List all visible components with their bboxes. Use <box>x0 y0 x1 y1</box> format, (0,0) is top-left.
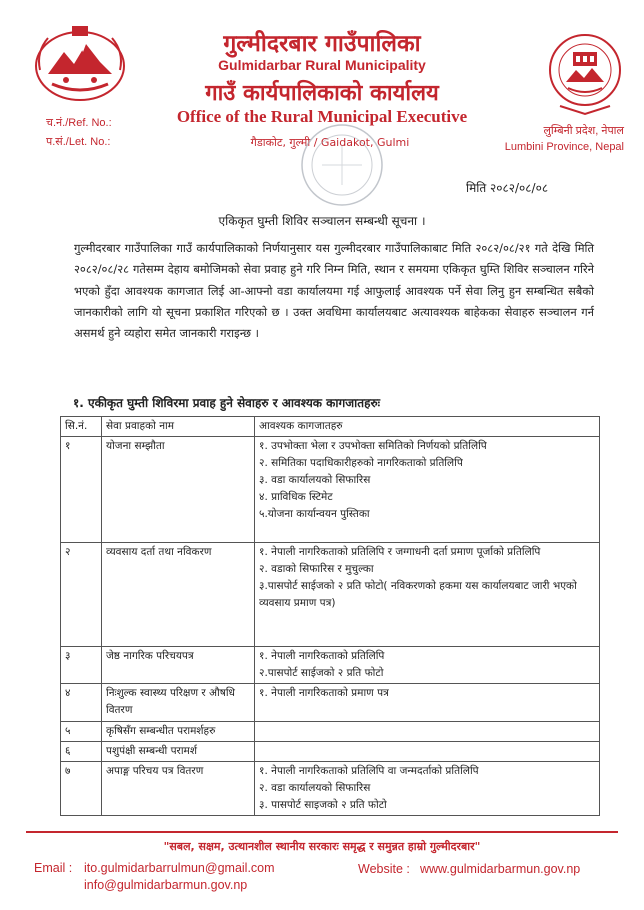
table-header-row <box>61 417 600 437</box>
doc-item: १. नेपाली नागरिकताको प्रमाण पत्र <box>259 687 389 699</box>
row-sn: ६ <box>61 742 102 762</box>
row-sn: १ <box>61 437 102 543</box>
row-docs <box>255 684 600 722</box>
notice-date: मिति २०८२/०८/०८ <box>466 181 549 195</box>
doc-item: २.पासपोर्ट साईजको २ प्रति फोटो <box>259 667 384 679</box>
row-docs <box>255 762 600 816</box>
section-heading: १. एकीकृत घुम्ती शिविरमा प्रवाह हुने सेवाहरु र आवश्यक कागजातहरुः <box>73 396 381 410</box>
letter-no-label: प.सं./Let. No.: <box>46 136 111 148</box>
doc-item: ३. वडा कार्यालयको सिफारिस <box>259 474 371 486</box>
doc-item: ४. प्राविधिक स्टिमेट <box>259 491 333 503</box>
doc-item: १. नेपाली नागरिकताको प्रतिलिपि वा जन्मदर्ताको प्रतिलिपि <box>259 765 479 777</box>
doc-item: ३. पासपोर्ट साइजको २ प्रति फोटो <box>259 799 387 811</box>
ref-no-label: च.नं./Ref. No.: <box>46 117 112 129</box>
table-row <box>61 722 600 742</box>
row-service: व्यवसाय दर्ता तथा नविकरण <box>102 543 255 647</box>
row-service: जेष्ठ नागरिक परिचयपत्र <box>102 647 255 684</box>
row-service: निःशुल्क स्वास्थ्य परिक्षण र औषधि वितरण <box>102 684 255 722</box>
row-docs <box>255 722 600 742</box>
website-label: Website : <box>358 862 410 876</box>
notice-body: गुल्मीदरबार गाउँपालिका गाउँ कार्यपालिकाको निर्णयानुसार यस गुल्मीदरबार गाउँपालिकाबाट मिति २०८२/०८/२१ गते देखि मिति २०८२/०८/२८ गतेसम्म देहाय बमोजिमको सेवा प्रवाह हुने गरि निम्न मिति, स्थान र समयमा एकिकृत घुम्ति शिविर सञ्चालन गरिने भएको हुँदा आवश्यक कागजात लिई आ-आफ्नो वडा कार्यालयमा गई आफुलाई आवश्यक पर्ने सेवा लिनु हुन सम्बन्धित सबैको जानकारीको लागि यो सूचना प्रकाशित गरिएको छ । उक्त अवधिमा कार्यालयबाट अत्यावश्यक बाहेकका सेवाहरु सञ्चालन गर्न असमर्थ हुने व्यहोरा समेत जानकारी गराइन्छ । <box>74 241 594 341</box>
row-docs <box>255 742 600 762</box>
email-link-1[interactable]: ito.gulmidarbarrulmun@gmail.com <box>84 861 275 875</box>
email-label: Email : <box>34 861 73 875</box>
row-sn: २ <box>61 543 102 647</box>
table-row <box>61 742 600 762</box>
website-link[interactable]: www.gulmidarbarmun.gov.np <box>420 862 581 876</box>
footer-slogan: "सबल, सक्षम, उत्थानशील स्थानीय सरकारः समृद्ध र समुन्नत हाम्रो गुल्मीदरबार" <box>163 840 481 853</box>
row-service: पशुपंक्षी सम्बन्धी परामर्श <box>102 742 255 762</box>
row-service: कृषिसँग सम्बन्धीत परामर्शहरु <box>102 722 255 742</box>
province-nepali: लुम्बिनी प्रदेश, नेपाल <box>543 125 624 137</box>
office-name-nepali: गाउँ कार्यपालिकाको कार्यालय <box>205 81 439 106</box>
header-service: सेवा प्रवाहको नाम <box>102 417 255 437</box>
table-row <box>61 762 600 816</box>
table-row <box>61 684 600 722</box>
municipality-name-english: Gulmidarbar Rural Municipality <box>218 57 426 73</box>
doc-item: १. नेपाली नागरिकताको प्रतिलिपि <box>259 650 385 662</box>
row-sn: ७ <box>61 762 102 816</box>
office-stamp-icon <box>292 120 392 210</box>
table-row <box>61 543 600 647</box>
row-docs <box>255 543 600 647</box>
doc-item: ३.पासपोर्ट साईजको २ प्रति फोटो( नविकरणको हकमा यस कार्यालयबाट जारी भएको व्यवसाय प्रमाण पत्र) <box>259 580 577 609</box>
email-link-2[interactable]: info@gulmidarbarmun.gov.np <box>84 878 248 892</box>
doc-item: २. वडा कार्यालयको सिफारिस <box>259 782 371 794</box>
office-name-english: Office of the Rural Municipal Executive <box>176 107 468 126</box>
row-sn: ४ <box>61 684 102 722</box>
header-docs: आवश्यक कागजातहरु <box>255 417 600 437</box>
row-docs <box>255 647 600 684</box>
row-sn: ३ <box>61 647 102 684</box>
doc-item: ५.योजना कार्यान्वयन पुस्तिका <box>259 508 370 520</box>
office-address: गैडाकोट, गुल्मी / Gaidakot, Gulmi <box>250 136 410 149</box>
row-service: योजना सम्झौता <box>102 437 255 543</box>
header-sn: सि.नं. <box>61 417 102 437</box>
municipality-name-nepali: गुल्मीदरबार गाउँपालिका <box>223 31 421 57</box>
table-row <box>61 647 600 684</box>
doc-item: १. उपभोक्ता भेला र उपभोक्ता समितिको निर्णयको प्रतिलिपि <box>259 440 487 452</box>
doc-item: १. नेपाली नागरिकताको प्रतिलिपि र जग्गाधनी दर्ता प्रमाण पूर्जाको प्रतिलिपि <box>259 546 541 558</box>
row-docs <box>255 437 600 543</box>
services-table <box>60 416 600 816</box>
doc-item: २. वडाको सिफारिस र मुचुल्का <box>259 563 374 575</box>
province-english: Lumbini Province, Nepal <box>504 141 624 153</box>
table-row <box>61 437 600 543</box>
row-service: अपाङ्ग परिचय पत्र वितरण <box>102 762 255 816</box>
footer-divider <box>26 831 618 833</box>
notice-subject: एकिकृत घुम्ती शिविर सञ्चालन सम्बन्धी सूचना । <box>218 214 426 228</box>
row-sn: ५ <box>61 722 102 742</box>
doc-item: २. समितिका पदाधिकारीहरुको नागरिकताको प्रतिलिपि <box>259 457 463 469</box>
